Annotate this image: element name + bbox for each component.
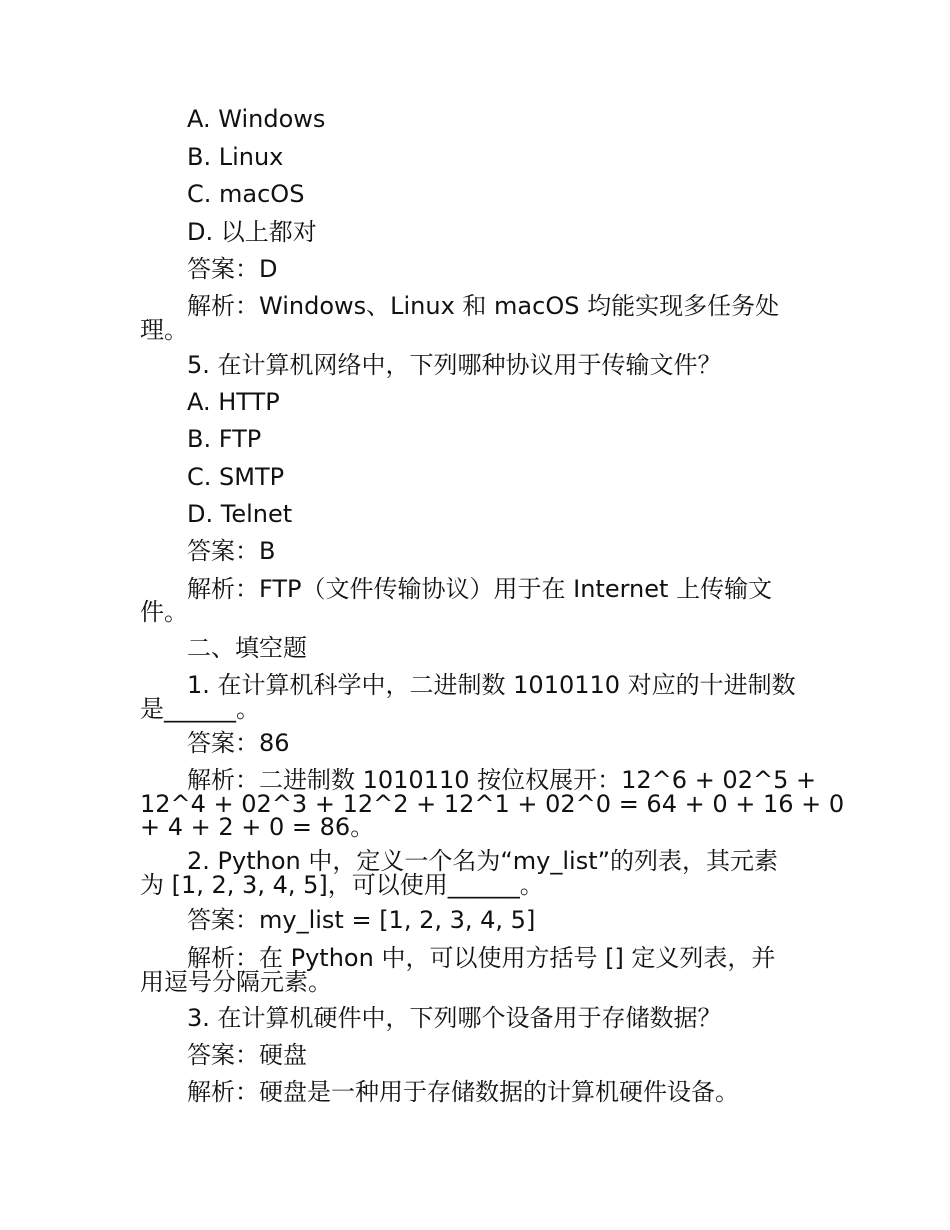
fill1-question-line1: 1. 在计算机科学中，二进制数 1010110 对应的十进制数 <box>187 671 796 699</box>
q4-option-d: D. 以上都对 <box>187 218 317 246</box>
q5-explanation-line1: 解析：FTP（文件传输协议）用于在 Internet 上传输文 <box>187 575 773 603</box>
fill3-question: 3. 在计算机硬件中，下列哪个设备用于存储数据？ <box>187 1004 722 1032</box>
q5-answer: 答案：B <box>187 537 276 565</box>
fill3-explanation: 解析：硬盘是一种用于存储数据的计算机硬件设备。 <box>187 1078 739 1106</box>
fill2-question-line1: 2. Python 中，定义一个名为“my_list”的列表，其元素 <box>187 847 779 875</box>
fill2-answer: 答案：my_list = [1, 2, 3, 4, 5] <box>187 906 536 934</box>
q5-option-a: A. HTTP <box>187 388 280 416</box>
q4-explanation-line1: 解析：Windows、Linux 和 macOS 均能实现多任务处 <box>187 292 780 320</box>
fill1-explanation-line3: + 4 + 2 + 0 = 86。 <box>140 813 375 841</box>
fill3-answer: 答案：硬盘 <box>187 1041 307 1069</box>
q4-answer: 答案：D <box>187 255 278 283</box>
fill1-explanation-line2: 12^4 + 02^3 + 12^2 + 12^1 + 02^0 = 64 + 0 + 16 + 0 <box>140 790 845 818</box>
q5-option-c: C. SMTP <box>187 463 285 491</box>
section-title: 二、填空题 <box>187 634 307 662</box>
q5-option-b: B. FTP <box>187 425 262 453</box>
q4-option-c: C. macOS <box>187 180 305 208</box>
fill2-question-line2: 为 [1, 2, 3, 4, 5]，可以使用______。 <box>140 871 544 899</box>
q5-option-d: D. Telnet <box>187 500 293 528</box>
fill1-answer: 答案：86 <box>187 729 290 757</box>
q4-option-b: B. Linux <box>187 143 284 171</box>
fill1-question-line2: 是______。 <box>140 695 260 723</box>
q5-question: 5. 在计算机网络中，下列哪种协议用于传输文件？ <box>187 351 722 379</box>
fill2-explanation-line2: 用逗号分隔元素。 <box>140 968 332 996</box>
q4-option-a: A. Windows <box>187 105 326 133</box>
fill1-explanation-line1: 解析：二进制数 1010110 按位权展开：12^6 + 02^5 + <box>187 766 817 794</box>
q4-explanation-line2: 理。 <box>140 316 188 344</box>
q5-explanation-line2: 件。 <box>140 598 188 626</box>
fill2-explanation-line1: 解析：在 Python 中，可以使用方括号 [] 定义列表，并 <box>187 944 776 972</box>
